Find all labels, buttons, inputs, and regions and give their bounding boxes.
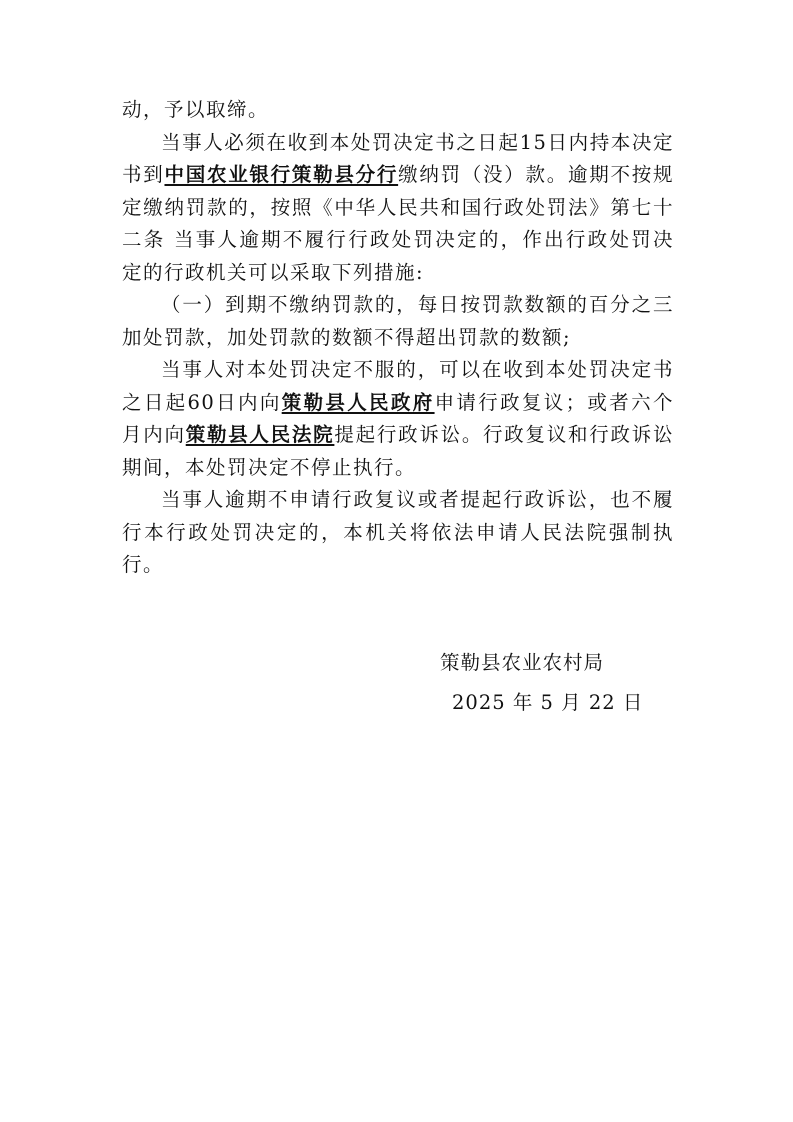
county-government-name: 策勒县人民政府 — [281, 390, 435, 414]
paragraph-enforcement — [122, 484, 674, 582]
payment-text-after: 缴纳罚（没）款。逾期不按规定缴纳罚款的，按照《中华人民共和国行政处罚法》第七十二条 当事人逾期不履行行政处罚决定的，作出行政处罚决定的行政机关可以采取下列措施: — [122, 163, 674, 284]
measure-one-text: （一）到期不缴纳罚款的，每日按罚款数额的百分之三加处罚款，加处罚款的数额不得超出罚款的数额; — [122, 293, 674, 349]
county-court-name: 策勒县人民法院 — [185, 423, 335, 446]
paragraph-measure-one — [122, 289, 674, 354]
decision-body — [122, 94, 674, 582]
bank-name: 中国农业银行策勒县分行 — [164, 163, 399, 186]
payment-text-before: 当事人必须在收到本处罚决定书之日起15日内持本决定书到 — [122, 130, 674, 186]
continuation-text: 动，予以取缔。 — [122, 98, 270, 121]
paragraph-appeal — [122, 354, 674, 484]
signature-block — [440, 643, 643, 723]
paragraph-continuation — [122, 94, 674, 127]
enforcement-text: 当事人逾期不申请行政复议或者提起行政诉讼，也不履行本行政处罚决定的，本机关将依法申请人民法院强制执行。 — [122, 488, 674, 576]
appeal-text-after: 提起行政诉讼。行政复议和行政诉讼期间，本处罚决定不停止执行。 — [122, 423, 674, 479]
issuing-organization: 策勒县农业农村局 — [440, 651, 605, 674]
paragraph-payment — [122, 127, 674, 290]
appeal-text-before: 当事人对本处罚决定不服的，可以在收到本处罚决定书之日起60日内向 — [122, 358, 674, 414]
appeal-text-middle: 申请行政复议；或者六个月内向 — [122, 390, 674, 446]
issue-date: 2025 年 5 月 22 日 — [452, 691, 644, 714]
